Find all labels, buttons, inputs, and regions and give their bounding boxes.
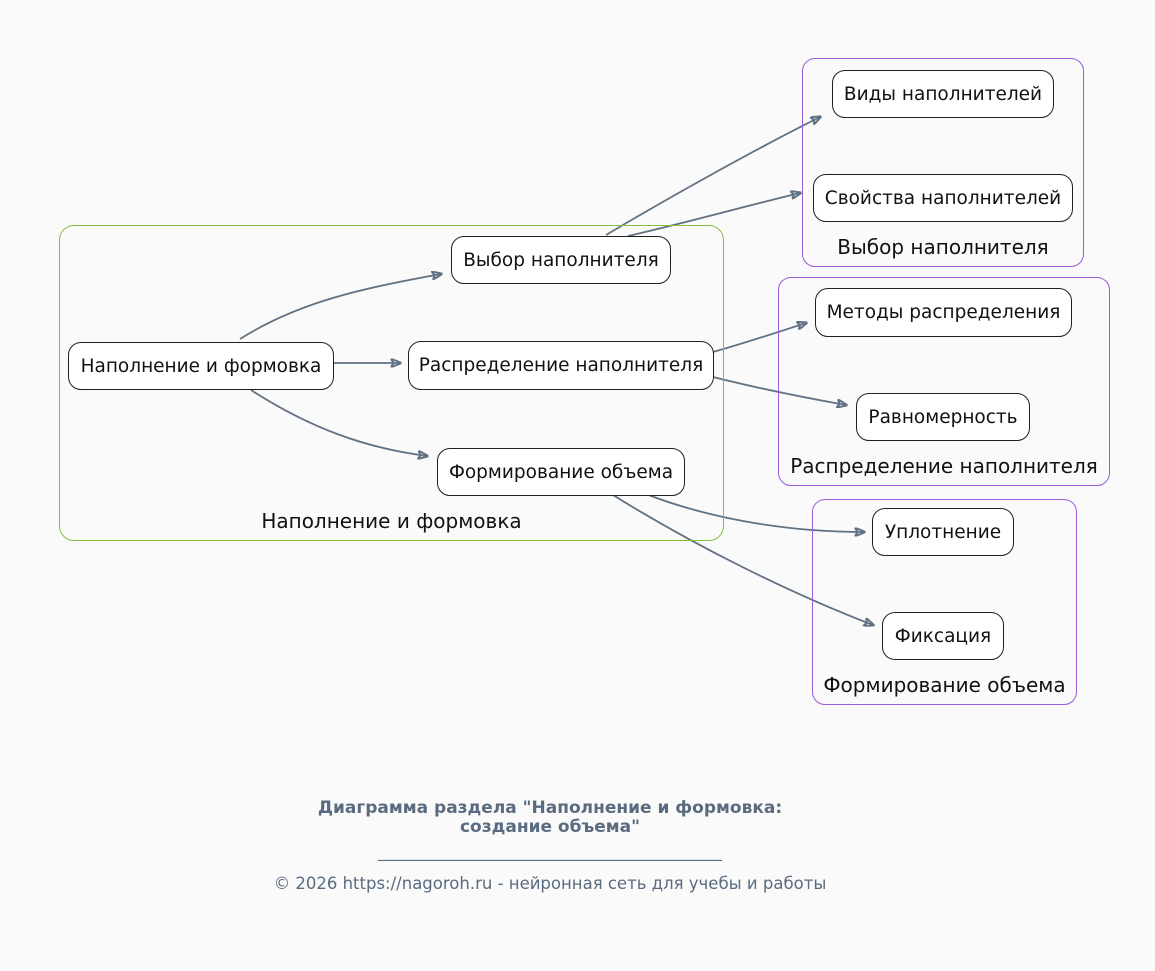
node-vidy-napolniteley: Виды наполнителей xyxy=(832,70,1054,118)
footer-title-line1: Диаграмма раздела "Наполнение и формовка: xyxy=(317,798,783,818)
node-svoystva-napolniteley: Свойства наполнителей xyxy=(813,174,1073,222)
cluster-label-vybor-napolnitelya: Выбор наполнителя xyxy=(837,235,1049,259)
footer-title-line2: создание объема" xyxy=(459,817,641,837)
footer-divider: ___________________________________________ xyxy=(378,842,722,861)
node-formirovanie-obema: Формирование объема xyxy=(437,448,685,496)
node-napolnenie-i-formovka: Наполнение и формовка xyxy=(68,342,334,390)
footer xyxy=(150,799,950,893)
node-raspredelenie-napolnitelya: Распределение наполнителя xyxy=(408,341,714,390)
cluster-label-raspredelenie-napolnitelya: Распределение наполнителя xyxy=(790,454,1098,478)
node-uplotnenie: Уплотнение xyxy=(872,508,1014,556)
node-fiksatsiya: Фиксация xyxy=(882,612,1004,660)
footer-copyright: © 2026 https://nagoroh.ru - нейронная сеть для учебы и работы xyxy=(273,874,827,893)
edge-vybor-to-vidy xyxy=(606,117,820,235)
node-metody-raspredeleniya: Методы распределения xyxy=(815,288,1072,337)
cluster-label-napolnenie-i-formovka: Наполнение и формовка xyxy=(261,509,522,533)
node-ravnomernost: Равномерность xyxy=(856,393,1030,441)
cluster-label-formirovanie-obema: Формирование объема xyxy=(823,673,1066,697)
node-vybor-napolnitelya: Выбор наполнителя xyxy=(451,236,671,284)
